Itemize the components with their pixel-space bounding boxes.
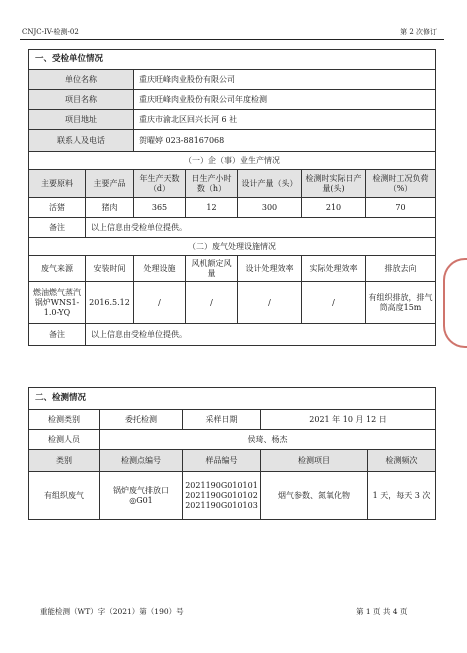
fac-source: 燃油燃气蒸汽锅炉WNS1-1.0-YQ [29,282,86,324]
staff-value: 侯琦、杨杰 [100,430,436,450]
insp-header-point: 检测点编号 [100,450,183,472]
prod-load: 70 [366,198,436,218]
category-label: 检测类别 [29,410,100,430]
contact-value: 贺曜婷 023-88167068 [134,130,436,152]
section1-title: 一、受检单位情况 [29,50,436,70]
date-value: 2021 年 10 月 12 日 [261,410,436,430]
category-value: 委托检测 [100,410,183,430]
prod-design: 300 [238,198,302,218]
seal-stamp-icon [443,258,467,348]
fac-header-facility: 处理设施 [134,256,186,282]
insp-header-item: 检测项目 [261,450,368,472]
prod-header-days: 年生产天数（d） [134,170,186,198]
revision-label: 第 2 次修订 [400,28,437,36]
fac-header-discharge: 排放去向 [366,256,436,282]
prod-header-actual: 检测时实际日产量(头) [302,170,366,198]
contact-label: 联系人及电话 [29,130,134,152]
prod-hours: 12 [186,198,238,218]
fac-install: 2016.5.12 [86,282,134,324]
fac-header-actual-eff: 实际处理效率 [302,256,366,282]
header-divider [20,39,444,40]
prod-header-material: 主要原料 [29,170,86,198]
project-name-label: 项目名称 [29,90,134,110]
insp-items: 烟气参数、氮氧化物 [261,472,368,520]
inspected-unit-table [28,49,436,346]
prod-header-product: 主要产品 [86,170,134,198]
insp-header-sample: 样品编号 [183,450,261,472]
insp-point: 锅炉废气排放口◎G01 [100,472,183,520]
insp-freq: 1 天，每天 3 次 [368,472,436,520]
unit-name-value: 重庆旺峰肉业股份有限公司 [134,70,436,90]
prod-days: 365 [134,198,186,218]
insp-type: 有组织废气 [29,472,100,520]
insp-samples [183,472,261,520]
insp-header-type: 类别 [29,450,100,472]
fac-header-install: 安装时间 [86,256,134,282]
project-address-value: 重庆市渝北区回兴长河 6 社 [134,110,436,130]
fac-remark-label: 备注 [29,324,86,346]
fac-header-fan: 风机额定风量 [186,256,238,282]
sample-id: 2021190G010103 [185,500,258,510]
prod-remark-label: 备注 [29,218,86,238]
project-address-label: 项目地址 [29,110,134,130]
sample-id: 2021190G010101 [185,480,258,490]
prod-actual: 210 [302,198,366,218]
prod-product: 猪肉 [86,198,134,218]
inspection-table [28,387,436,520]
page-number: 第 1 页 共 4 页 [356,607,408,616]
insp-header-freq: 检测频次 [368,450,436,472]
facility-title: （二）废气处理设施情况 [29,238,436,256]
production-title: （一）企（事）业生产情况 [29,152,436,170]
staff-label: 检测人员 [29,430,100,450]
sample-id: 2021190G010102 [185,490,258,500]
prod-material: 活猪 [29,198,86,218]
prod-header-load: 检测时工况负荷（%） [366,170,436,198]
section2-title: 二、检测情况 [29,388,436,410]
fac-header-source: 废气来源 [29,256,86,282]
fac-facility: / [134,282,186,324]
fac-design-eff: / [238,282,302,324]
fac-fan: / [186,282,238,324]
fac-remark: 以上信息由受检单位提供。 [86,324,436,346]
report-number: 重能检测（WT）字（2021）第（190）号 [40,607,184,616]
fac-actual-eff: / [302,282,366,324]
unit-name-label: 单位名称 [29,70,134,90]
prod-header-design: 设计产量（头） [238,170,302,198]
prod-remark: 以上信息由受检单位提供。 [86,218,436,238]
date-label: 采样日期 [183,410,261,430]
fac-header-design-eff: 设计处理效率 [238,256,302,282]
prod-header-hours: 日生产小时数（h） [186,170,238,198]
fac-discharge: 有组织排放，排气筒高度15m [366,282,436,324]
project-name-value: 重庆旺峰肉业股份有限公司年度检测 [134,90,436,110]
doc-code: CNJC-IV-检测-02 [22,28,79,36]
